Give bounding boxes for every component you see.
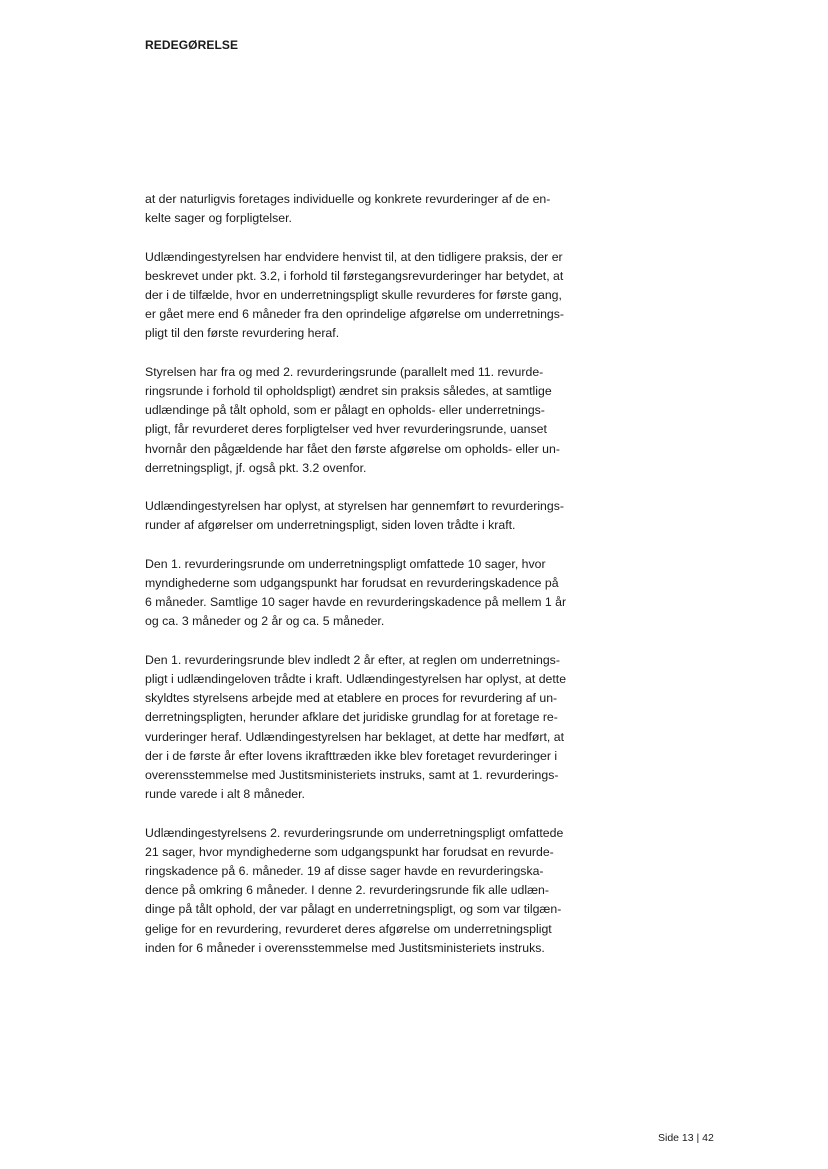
paragraph-7: Udlændingestyrelsens 2. revurderingsrunde om underretningspligt omfattede 21 sager, hvor myndighederne som udgangspunkt har forudsat en revurde- ringskadence på 6. måneder. 19 af disse sager havde en revurderingska- dence på omkring 6 måneder. I denne 2. revurderingsrunde fik alle udlæn- dinge på tålt ophold, der var pålagt en underretningspligt, og som var tilgæn- gelige for en revurdering, revurderet deres afgørelse om underretningspligt inden for 6 måneder i overensstemmelse med Justitsministeriets instruks. <box>145 825 564 955</box>
page-number: Side 13 | 42 <box>658 1132 714 1144</box>
paragraph-5: Den 1. revurderingsrunde om underretningspligt omfattede 10 sager, hvor myndighederne som udgangspunkt har forudsat en revurderingskadence på 6 måneder. Samtlige 10 sager havde en revurderingskadence på mellem 1 år og ca. 3 måneder og 2 år og ca. 5 måneder. <box>145 556 567 629</box>
paragraph-1: at der naturligvis foretages individuelle og konkrete revurderinger af de en- kelte sager og forpligtelser. <box>145 192 551 226</box>
document-header-title: REDEGØRELSE <box>145 38 239 52</box>
paragraph-4: Udlændingestyrelsen har oplyst, at styrelsen har gennemført to revurderings- runder af afgørelser om underretningspligt, siden loven trådte i kraft. <box>145 499 564 533</box>
paragraph-2: Udlændingestyrelsen har endvidere henvist til, at den tidligere praksis, der er beskrevet under pkt. 3.2, i forhold til førstegangsrevurderinger har betydet, at der i de tilfælde, hvor en underretningspligt skulle revurderes for første gang, er gået mere end 6 måneder fra den oprindelige afgørelse om underretnings- pligt til den første revurdering heraf. <box>145 249 565 341</box>
paragraph-3: Styrelsen har fra og med 2. revurderingsrunde (parallelt med 11. revurde- ringsrunde i forhold til opholdspligt) ændret sin praksis således, at samtlige udlændinge på tålt ophold, som er pålagt en opholds- eller underretnings- pligt, får revurderet deres forpligtelser ved hver revurderingsrunde, uanset hvornår den pågældende har fået den første afgørelse om opholds- eller un- derretningspligt, jf. også pkt. 3.2 ovenfor. <box>145 364 560 475</box>
paragraph-6: Den 1. revurderingsrunde blev indledt 2 år efter, at reglen om underretnings- pligt i udlændingeloven trådte i kraft. Udlændingestyrelsen har oplyst, at dette skyldtes styrelsens arbejde med at etablere en proces for revurdering af un- derretningspligten, herunder afklare det juridiske grundlag for at foretage re- vurderinger heraf. Udlændingestyrelsen har beklaget, at dette har medført, at der i de første år efter lovens ikrafttræden ikke blev foretaget revurderinger i overensstemmelse med Justitsministeriets instruks, samt at 1. revurderings- runde varede i alt 8 måneder. <box>145 652 567 802</box>
document-body <box>145 190 625 977</box>
